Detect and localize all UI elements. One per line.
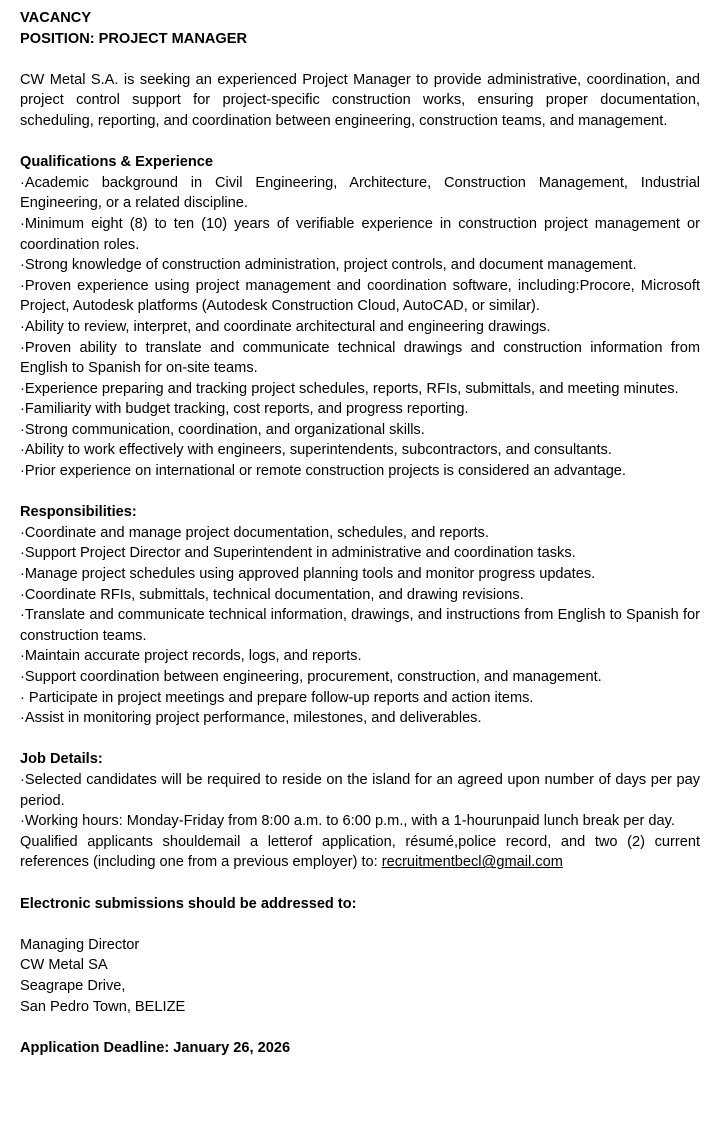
spacer xyxy=(20,873,700,894)
address-line: CW Metal SA xyxy=(20,957,108,974)
list-item: ·Support Project Director and Superintendent in administrative and coordination tasks. xyxy=(20,545,576,562)
list-item: ·Strong communication, coordination, and organizational skills. xyxy=(20,421,425,438)
apply-text: Qualified applicants shouldemail a letterof application, résumé,police record, and two (2) current references (including one from a previous employer) to: xyxy=(20,833,700,871)
list-item: ·Maintain accurate project records, logs, and reports. xyxy=(20,648,362,665)
list-item: ·Proven experience using project management and coordination software, including:Procore, Microsoft Project, Autodesk platforms (Autodesk Construction Cloud, AutoCAD, or similar). xyxy=(20,277,700,315)
spacer xyxy=(20,132,700,153)
qualifications-heading: Qualifications & Experience xyxy=(20,154,214,171)
list-item: ·Experience preparing and tracking project schedules, reports, RFIs, submittals, and meeting minutes. xyxy=(20,380,679,397)
job-details-heading: Job Details: xyxy=(20,751,103,768)
spacer xyxy=(20,914,700,935)
responsibilities-list xyxy=(20,523,700,729)
list-item: ·Minimum eight (8) to ten (10) years of verifiable experience in construction project management or coordination roles. xyxy=(20,215,700,253)
list-item: ·Ability to work effectively with engineers, superintendents, subcontractors, and consultants. xyxy=(20,442,612,459)
position-title: POSITION: PROJECT MANAGER xyxy=(20,30,248,47)
list-item: ·Ability to review, interpret, and coordinate architectural and engineering drawings. xyxy=(20,318,551,335)
address-line: San Pedro Town, BELIZE xyxy=(20,998,186,1015)
qualifications-list xyxy=(20,173,700,482)
list-item: ·Proven ability to translate and communicate technical drawings and construction information from English to Spanish for on-site teams. xyxy=(20,339,700,377)
list-item: ·Familiarity with budget tracking, cost reports, and progress reporting. xyxy=(20,401,469,418)
application-deadline: Application Deadline: January 26, 2026 xyxy=(20,1039,291,1056)
address-line: Seagrape Drive, xyxy=(20,977,126,994)
list-item: · Participate in project meetings and prepare follow-up reports and action items. xyxy=(20,689,534,706)
list-item: ·Assist in monitoring project performance, milestones, and deliverables. xyxy=(20,710,482,727)
list-item: ·Working hours: Monday-Friday from 8:00 a.m. to 6:00 p.m., with a 1-hourunpaid lunch break per day. xyxy=(20,813,675,830)
spacer xyxy=(20,1017,700,1038)
job-details-list xyxy=(20,770,700,832)
address-line: Managing Director xyxy=(20,936,140,953)
spacer xyxy=(20,49,700,70)
list-item: ·Prior experience on international or remote construction projects is considered an advantage. xyxy=(20,463,626,480)
spacer xyxy=(20,482,700,503)
application-instructions xyxy=(20,832,700,873)
list-item: ·Translate and communicate technical information, drawings, and instructions from English to Spanish for construction teams. xyxy=(20,607,700,644)
list-item: ·Academic background in Civil Engineering, Architecture, Construction Management, Industrial Engineering, or a related discipline. xyxy=(20,174,700,212)
list-item: ·Strong knowledge of construction administration, project controls, and document management. xyxy=(20,257,637,274)
mailing-address xyxy=(20,935,700,1017)
list-item: ·Manage project schedules using approved planning tools and monitor progress updates. xyxy=(20,566,596,583)
spacer xyxy=(20,729,700,750)
list-item: ·Support coordination between engineering, procurement, construction, and management. xyxy=(20,669,602,685)
list-item: ·Coordinate RFIs, submittals, technical documentation, and drawing revisions. xyxy=(20,586,524,603)
vacancy-label: VACANCY xyxy=(20,10,92,26)
email-link[interactable]: recruitmentbecl@gmail.com xyxy=(381,854,563,871)
responsibilities-heading: Responsibilities: xyxy=(20,504,137,521)
submissions-heading: Electronic submissions should be addressed to: xyxy=(20,895,357,912)
list-item: ·Coordinate and manage project documentation, schedules, and reports. xyxy=(20,524,489,541)
intro-paragraph: CW Metal S.A. is seeking an experienced Project Manager to provide administrative, coordination, and project control support for project-specific construction works, ensuring proper documentation, scheduling, reporting, and coordination between engineering, construction teams, and management. xyxy=(20,71,700,129)
list-item: ·Selected candidates will be required to reside on the island for an agreed upon number of days per pay period. xyxy=(20,771,700,809)
